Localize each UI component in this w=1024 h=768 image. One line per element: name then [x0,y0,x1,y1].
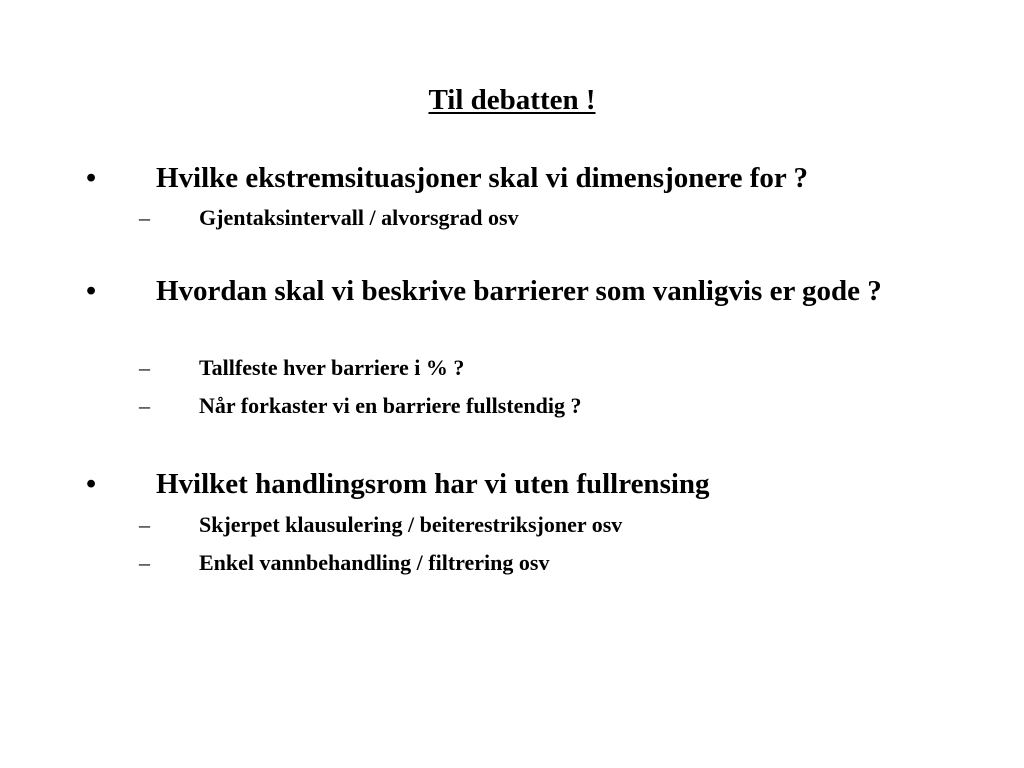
sub-bullet-item [139,204,939,232]
sub-bullet-marker: – [139,205,150,230]
sub-bullet-text: Enkel vannbehandling / filtrering osv [199,550,550,575]
sub-bullet-item [139,354,939,382]
sub-bullet-item [139,392,939,420]
slide-title: Til debatten ! [428,84,596,116]
bullet-item [86,273,936,309]
sub-bullet-text: Tallfeste hver barriere i % ? [199,355,465,380]
sub-bullet-item [139,549,939,577]
bullet-text: Hvilke ekstremsituasjoner skal vi dimensjonere for ? [156,162,808,194]
bullet-item [86,466,936,502]
bullet-item [86,160,936,196]
sub-bullet-text: Når forkaster vi en barriere fullstendig ? [199,393,582,418]
sub-bullet-marker: – [139,393,150,418]
bullet-text: Hvilket handlingsrom har vi uten fullrensing [156,468,710,500]
sub-bullet-marker: – [139,355,150,380]
sub-bullet-marker: – [139,512,150,537]
sub-bullet-marker: – [139,550,150,575]
sub-bullet-text: Skjerpet klausulering / beiterestriksjoner osv [199,512,623,537]
sub-bullet-item [139,511,939,539]
bullet-marker: • [86,468,97,500]
sub-bullet-text: Gjentaksintervall / alvorsgrad osv [199,205,519,230]
bullet-marker: • [86,162,97,194]
bullet-text: Hvordan skal vi beskrive barrierer som vanligvis er gode ? [156,275,882,307]
bullet-marker: • [86,275,97,307]
